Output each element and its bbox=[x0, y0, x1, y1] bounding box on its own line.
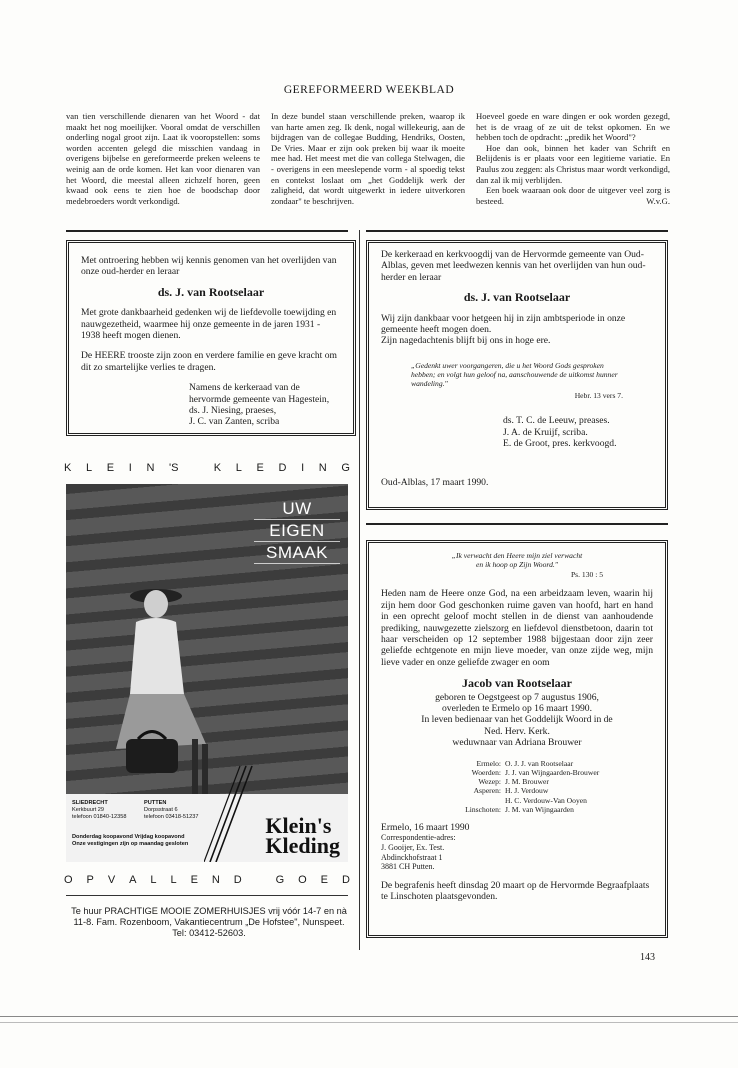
psalm-reference: Ps. 130 : 5 bbox=[570, 570, 604, 579]
signatory-line: hervormde gemeente van Hagestein, bbox=[189, 393, 330, 405]
address-line: J. Gooijer, Ex. Test. bbox=[381, 842, 445, 852]
notice-signatories bbox=[189, 382, 341, 428]
address-line: Kerkbuurt 29 bbox=[72, 807, 105, 813]
ad-top-banner bbox=[64, 462, 350, 474]
family-place bbox=[381, 796, 503, 805]
family-place: Linschoten: bbox=[465, 804, 501, 814]
slash-lines-decoration bbox=[204, 764, 254, 862]
obituary-hagestein bbox=[66, 240, 356, 436]
hours-line: Onze vestigingen zijn op maandag gesloten bbox=[72, 841, 189, 847]
family-names: J. J. van Wijngaarden-Brouwer bbox=[505, 767, 600, 777]
family-names: J. M. Brouwer bbox=[505, 777, 549, 787]
address-line: 3881 CH Putten. bbox=[381, 862, 435, 872]
banner-letter: E bbox=[256, 462, 264, 474]
bible-quote: „Gedenkt uwer voorgangeren, die u het Woord Gods gesproken hebben; en volgt hun geloof na, aanschouwende de uitkomst hunner wandeling." bbox=[411, 360, 618, 388]
page-header: GEREFORMEERD WEEKBLAD bbox=[283, 84, 455, 96]
scan-edge bbox=[0, 1022, 738, 1023]
place-date: Oud-Alblas, 17 maart 1990. bbox=[381, 477, 489, 489]
place-date: Ermelo, 16 maart 1990 bbox=[381, 821, 470, 833]
paragraph: In deze bundel staan verschillende preken, waarop ik van harte amen zeg. Ik denk, nogal willekeurig, aan de bijdragen van de collegae Budding, Hendriks, Oosten, De Vries. Maar er zijn ook preken bij waar ik moeite mee had. Het meest met die van collega Stelwagen, die - overigens in een meeslepende vorm - al spoedig tekst en contekst loslaat om „het Goddelijk werk der zaligheid, dat wordt uitgewerkt in iedere uitverkoren zondaar" te beschrijven. bbox=[271, 111, 465, 206]
family-list bbox=[381, 759, 601, 814]
deceased-details bbox=[381, 692, 653, 749]
page-number: 143 bbox=[640, 952, 655, 963]
paragraph: Een boek waaraan ook door de uitgever veel zorg is besteed. bbox=[476, 185, 670, 206]
banner-gap bbox=[193, 462, 199, 474]
notice-name: Jacob van Rootselaar bbox=[462, 676, 572, 691]
paragraph: Hoeveel goede en ware dingen er ook worden gezegd, het is de vraag of ze uit de tekst opkomen. En we hebben toch de opdracht: „predik het Woord"? bbox=[476, 111, 670, 143]
hours-line: Donderdag koopavond Vrijdag koopavond bbox=[72, 834, 185, 840]
banner-letter: V bbox=[107, 874, 116, 886]
family-place: Asperen: bbox=[473, 786, 501, 796]
banner-letter: E bbox=[190, 874, 198, 886]
signatory-line: E. de Groot, pres. kerkvoogd. bbox=[503, 438, 617, 450]
divider bbox=[366, 230, 668, 232]
banner-letter: O bbox=[298, 874, 307, 886]
details-line: overleden te Ermelo op 16 maart 1990. bbox=[442, 703, 592, 715]
family-names: H. J. Verdouw bbox=[505, 786, 549, 796]
correspondence-address bbox=[381, 833, 653, 871]
signatory-line: J. C. van Zanten, scriba bbox=[189, 416, 280, 428]
brand-line: Klein's bbox=[265, 813, 332, 838]
banner-letter: N bbox=[211, 874, 220, 886]
address-line: Dorpsstraat 6 bbox=[144, 807, 178, 813]
banner-letter: A bbox=[129, 874, 137, 886]
notice-name: ds. J. van Rootselaar bbox=[463, 290, 571, 305]
address-putten bbox=[144, 800, 198, 821]
banner-letter: N bbox=[146, 462, 155, 474]
banner-letter: G bbox=[341, 462, 350, 474]
family-row bbox=[381, 805, 601, 814]
column-1 bbox=[66, 111, 260, 206]
family-names: J. M. van Wijngaarden bbox=[505, 804, 574, 814]
signature: W.v.G. bbox=[646, 196, 670, 207]
brand-logo bbox=[265, 813, 340, 858]
column-3 bbox=[476, 111, 670, 207]
family-row bbox=[381, 777, 601, 786]
column-divider bbox=[359, 230, 360, 950]
notice-intro: De kerkeraad en kerkvoogdij van de Hervormde gemeente van Oud-Alblas, geven met leedwezen kennis van het overlijden van hun oud-herder en leraar bbox=[381, 249, 646, 283]
opening-hours bbox=[72, 834, 188, 848]
notice-body: Heden nam de Heere onze God, na een arbeidzaam leven, waarin hij zijn hem door God geschonken ruime gaven van hoofd, hart en hand in een oprecht geloof mocht stellen in de dienst van aanhoudende prediking, nauwgezette zielszorg en liefdevol dienstbetoon, daarin tot haar verscheiden op 12 september 1988 bijgestaan door zijn zeer geliefde echtgenote en mijn lieve moeder, van onze zijde weg, mijn lieve vader en onze geliefde zwager en oom bbox=[381, 588, 653, 668]
banner-letter: I bbox=[128, 462, 132, 474]
column-2 bbox=[271, 111, 465, 206]
signatory-line: Namens de kerkeraad van de bbox=[189, 382, 300, 394]
notice-paragraph: Wij zijn dankbaar voor hetgeen hij in zijn ambtsperiode in onze gemeente heeft mogen doen. bbox=[381, 312, 626, 336]
banner-letter: E bbox=[106, 462, 115, 474]
paragraph: van tien verschillende dienaren van het Woord - dat maakt het nog moeilijker. Vooral omdat de verschillen onderling nogal groot zijn. Laat ik vooropstellen: soms worden accenten gelegd die misschien vandaag in overigens bijbelse en gereformeerde preken weleens te weinig aan de orde komen. Het kan voor dienaren van het Woord, die meestal alleen zichzelf horen, geen kwaad ook eens te zien hoe de boodschap door medebroeders wordt verkondigd. bbox=[66, 111, 260, 206]
family-row bbox=[381, 759, 601, 768]
banner-letter: O bbox=[64, 874, 73, 886]
family-names: H. C. Verdouw-Van Ooyen bbox=[505, 795, 587, 805]
notice-paragraph: Met grote dankbaarheid gedenken wij de liefdevolle toewijding en nauwgezetheid, waarmee hij onze gemeente in de jaren 1931 - 1938 heeft mogen dienen. bbox=[81, 307, 337, 342]
banner-letter: 'S bbox=[169, 462, 179, 474]
details-line: Ned. Herv. Kerk. bbox=[484, 725, 550, 737]
details-line: In leven bedienaar van het Goddelijk Woord in de bbox=[421, 714, 613, 726]
banner-letter: D bbox=[278, 462, 287, 474]
address-line: PUTTEN bbox=[144, 800, 167, 806]
family-place: Ermelo: bbox=[476, 758, 501, 768]
obituary-family bbox=[366, 540, 668, 938]
address-line: telefoon 01840-12358 bbox=[72, 814, 127, 820]
notice-intro: Met ontroering hebben wij kennis genomen van het overlijden van onze oud-herder en leraar bbox=[81, 255, 337, 278]
address-line: Abdinckhofstraat 1 bbox=[381, 852, 443, 862]
notice-paragraph: Zijn nagedachtenis blijft bij ons in hoge ere. bbox=[381, 335, 551, 347]
family-row bbox=[381, 796, 601, 805]
funeral-note: De begrafenis heeft dinsdag 20 maart op de Hervormde Begraafplaats te Linschoten plaatsgevonden. bbox=[381, 879, 650, 903]
family-row bbox=[381, 768, 601, 777]
family-names: O. J. J. van Rootselaar bbox=[505, 758, 574, 768]
paragraph: Hoe dan ook, binnen het kader van Schrift en Belijdenis is er plaats voor een legitieme variatie. En Paulus zou zeggen: als Christus maar wordt verkondigd, dan zal ik mij verblijden. bbox=[476, 142, 670, 185]
address-line: Correspondentie-adres: bbox=[381, 833, 456, 843]
divider bbox=[66, 230, 348, 232]
divider bbox=[66, 895, 348, 896]
obituary-oud-alblas bbox=[366, 240, 668, 510]
clothing-advertisement bbox=[66, 484, 348, 862]
quote-line: en ik hoop op Zijn Woord." bbox=[476, 560, 558, 569]
scan-edge bbox=[0, 1016, 738, 1017]
details-line: geboren te Oegstgeest op 7 augustus 1906, bbox=[435, 691, 599, 703]
family-row bbox=[381, 786, 601, 795]
banner-letter: G bbox=[275, 874, 285, 886]
banner-letter: E bbox=[320, 874, 328, 886]
banner-letter: L bbox=[150, 874, 157, 886]
banner-letter: I bbox=[301, 462, 305, 474]
banner-letter: P bbox=[86, 874, 94, 886]
divider bbox=[366, 523, 668, 525]
banner-letter: L bbox=[85, 462, 93, 474]
address-line: telefoon 03418-51237 bbox=[144, 814, 199, 820]
slogan-line: EIGEN bbox=[254, 520, 340, 542]
signatory-line: ds. J. Niesing, praeses, bbox=[189, 405, 277, 417]
banner-letter: D bbox=[233, 874, 242, 886]
slogan-line: SMAAK bbox=[254, 542, 340, 564]
banner-letter: D bbox=[341, 874, 350, 886]
family-place: Wezep: bbox=[478, 777, 501, 787]
notice-name: ds. J. van Rootselaar bbox=[157, 284, 265, 299]
banner-letter: L bbox=[235, 462, 242, 474]
notice-signatories bbox=[503, 415, 653, 449]
notice-paragraph: De HEERE trooste zijn zoon en verdere familie en geve kracht om dit zo smartelijke verlies te dragen. bbox=[81, 350, 338, 373]
classified-ad: Te huur PRACHTIGE MOOIE ZOMERHUISJES vrij vóór 14-7 en nà 11-8. Fam. Rozenboom, Vakantiecentrum „De Hofstee", Nunspeet. Tel: 03412-52603. bbox=[71, 906, 347, 939]
banner-letter: N bbox=[318, 462, 327, 474]
banner-letter: K bbox=[213, 462, 222, 474]
details-line: weduwnaar van Adriana Brouwer bbox=[452, 737, 582, 749]
ad-slogan bbox=[254, 498, 340, 564]
signatory-line: J. A. de Kruijf, scriba. bbox=[503, 426, 588, 438]
address-sliedrecht bbox=[72, 800, 126, 821]
quote-line: „Ik verwacht den Heere mijn ziel verwacht bbox=[451, 551, 583, 560]
banner-gap bbox=[256, 874, 262, 886]
bible-reference: Hebr. 13 vers 7. bbox=[574, 390, 623, 400]
address-line: SLIEDRECHT bbox=[72, 800, 108, 806]
banner-letter: L bbox=[170, 874, 177, 886]
banner-letter: K bbox=[64, 462, 72, 474]
ad-bottom-banner bbox=[64, 874, 350, 886]
psalm-quote bbox=[381, 551, 653, 569]
signatory-line: ds. T. C. de Leeuw, preases. bbox=[503, 415, 610, 427]
brand-line: Kleding bbox=[265, 833, 340, 858]
slogan-line: UW bbox=[254, 498, 340, 520]
ad-footer-panel bbox=[66, 794, 348, 862]
family-place: Woerden: bbox=[471, 767, 501, 777]
